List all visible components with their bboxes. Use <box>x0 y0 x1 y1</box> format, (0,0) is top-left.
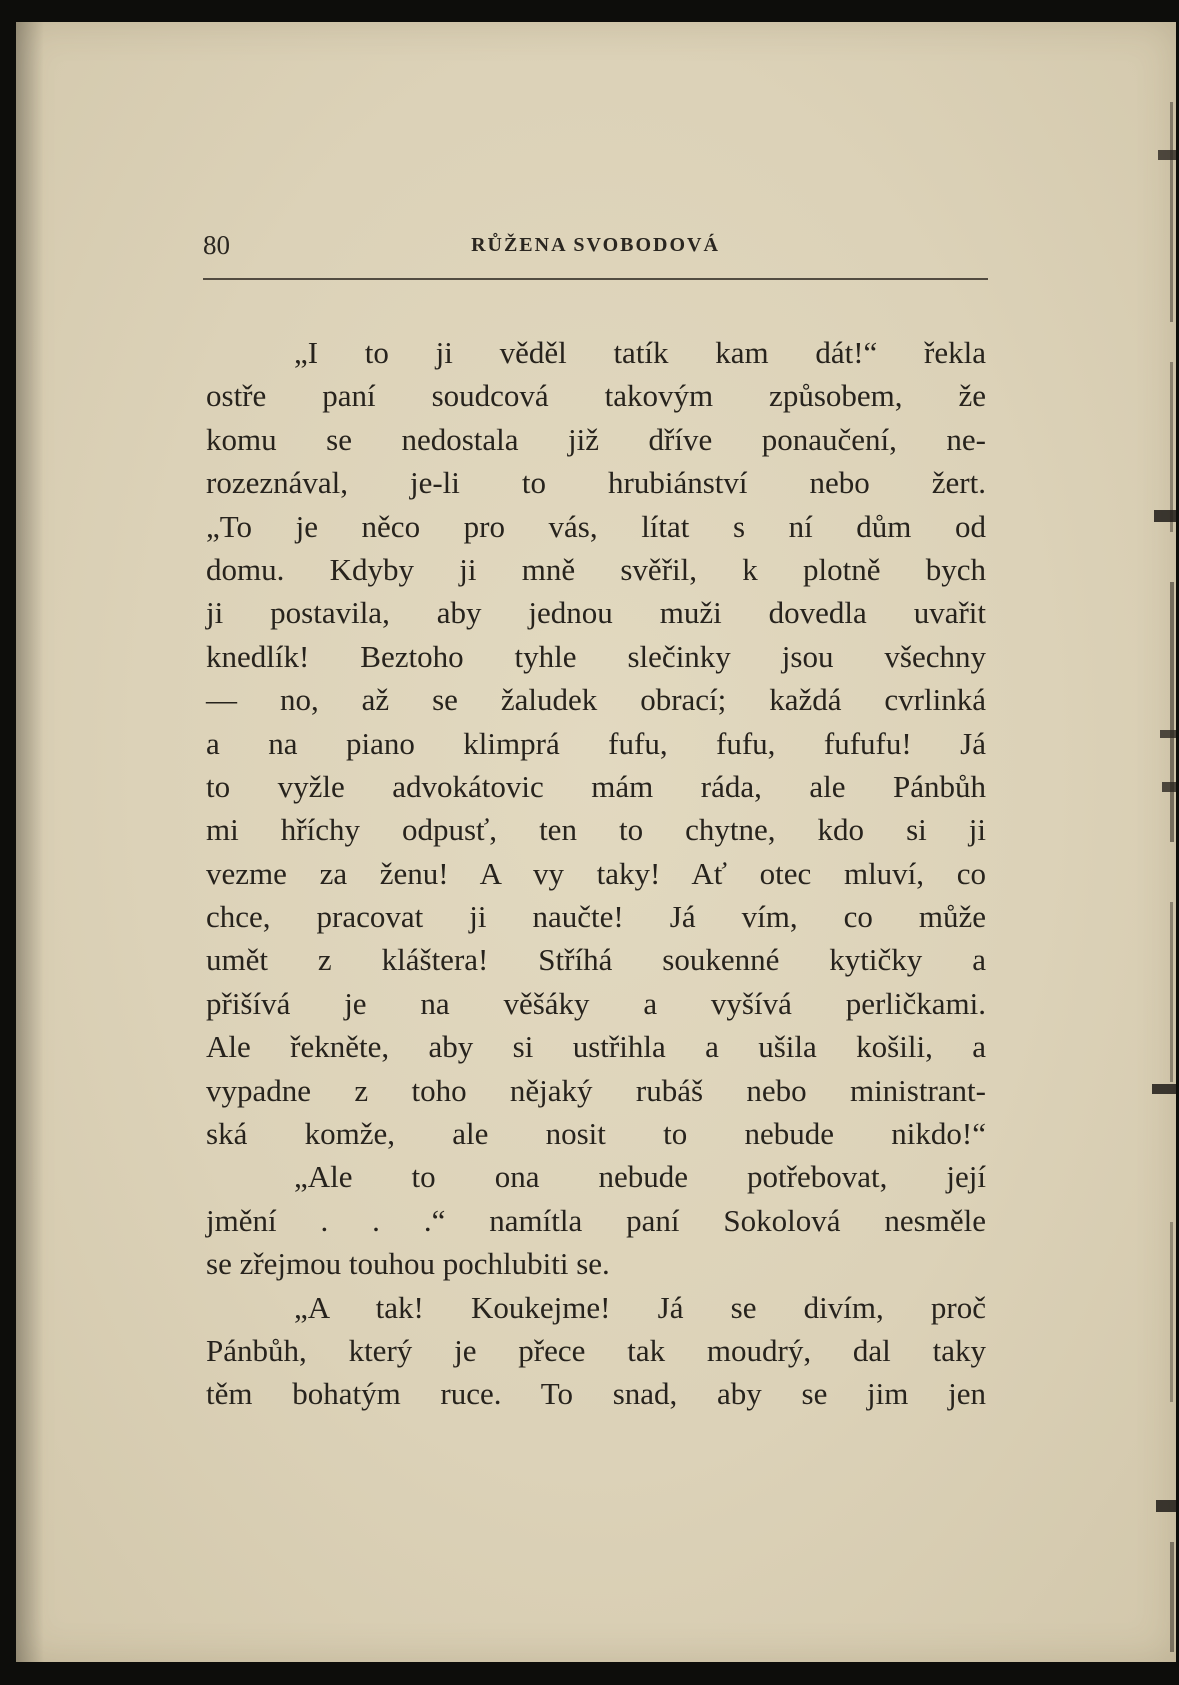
text-line: umět z kláštera! Stříhá soukenné kytičky a <box>206 942 986 978</box>
text-line: Ale řekněte, aby si ustřihla a ušila košili, a <box>206 1029 986 1065</box>
text-line: knedlík! Beztoho tyhle slečinky jsou všechny <box>206 638 986 674</box>
text-line: domu. Kdyby ji mně svěřil, k plotně bych <box>206 551 986 587</box>
text-line: ostře paní soudcová takovým způsobem, že <box>206 378 986 414</box>
running-header <box>203 226 988 266</box>
body-text <box>206 331 986 1416</box>
text-line: „To je něco pro vás, lítat s ní dům od <box>206 508 986 544</box>
page-gutter-shadow <box>16 22 44 1662</box>
text-line: „A tak! Koukejme! Já se divím, proč <box>294 1289 986 1325</box>
text-line: a na piano klimprá fufu, fufu, fufufu! Já <box>206 725 986 761</box>
text-line: „I to ji věděl tatík kam dát!“ řekla <box>294 335 986 370</box>
text-line: chce, pracovat ji naučte! Já vím, co může <box>206 899 986 935</box>
text-line: přišívá je na věšáky a vyšívá perličkami. <box>206 985 986 1021</box>
text-line: se zřejmou touhou pochlubiti se. <box>206 1246 610 1282</box>
text-line: rozeznával, je-li to hrubiánství nebo žert. <box>206 465 986 501</box>
text-line: — no, až se žaludek obrací; každá cvrlinká <box>206 682 986 718</box>
text-line: těm bohatým ruce. To snad, aby se jim jen <box>206 1376 986 1412</box>
text-line: ská komže, ale nosit to nebude nikdo!“ <box>206 1116 986 1152</box>
text-line: to vyžle advokátovic mám ráda, ale Pánbůh <box>206 768 986 804</box>
page-number: 80 <box>203 230 230 260</box>
text-line: mi hříchy odpusť, ten to chytne, kdo si ji <box>206 812 986 848</box>
text-line: ji postavila, aby jednou muži dovedla uvařit <box>206 595 986 631</box>
text-line: Pánbůh, který je přece tak moudrý, dal taky <box>206 1332 986 1368</box>
text-line: vezme za ženu! A vy taky! Ať otec mluví, co <box>206 855 986 891</box>
text-line: „Ale to ona nebude potřebovat, její <box>294 1159 986 1195</box>
running-title: RŮŽENA SVOBODOVÁ <box>471 234 720 256</box>
text-line: jmění . . .“ namítla paní Sokolová nesměle <box>206 1202 986 1238</box>
page-edge-marks <box>1148 22 1176 1662</box>
header-rule <box>203 278 988 280</box>
text-line: vypadne z toho nějaký rubáš nebo ministrant- <box>206 1072 986 1108</box>
text-line: komu se nedostala již dříve ponaučení, ne- <box>206 421 986 457</box>
